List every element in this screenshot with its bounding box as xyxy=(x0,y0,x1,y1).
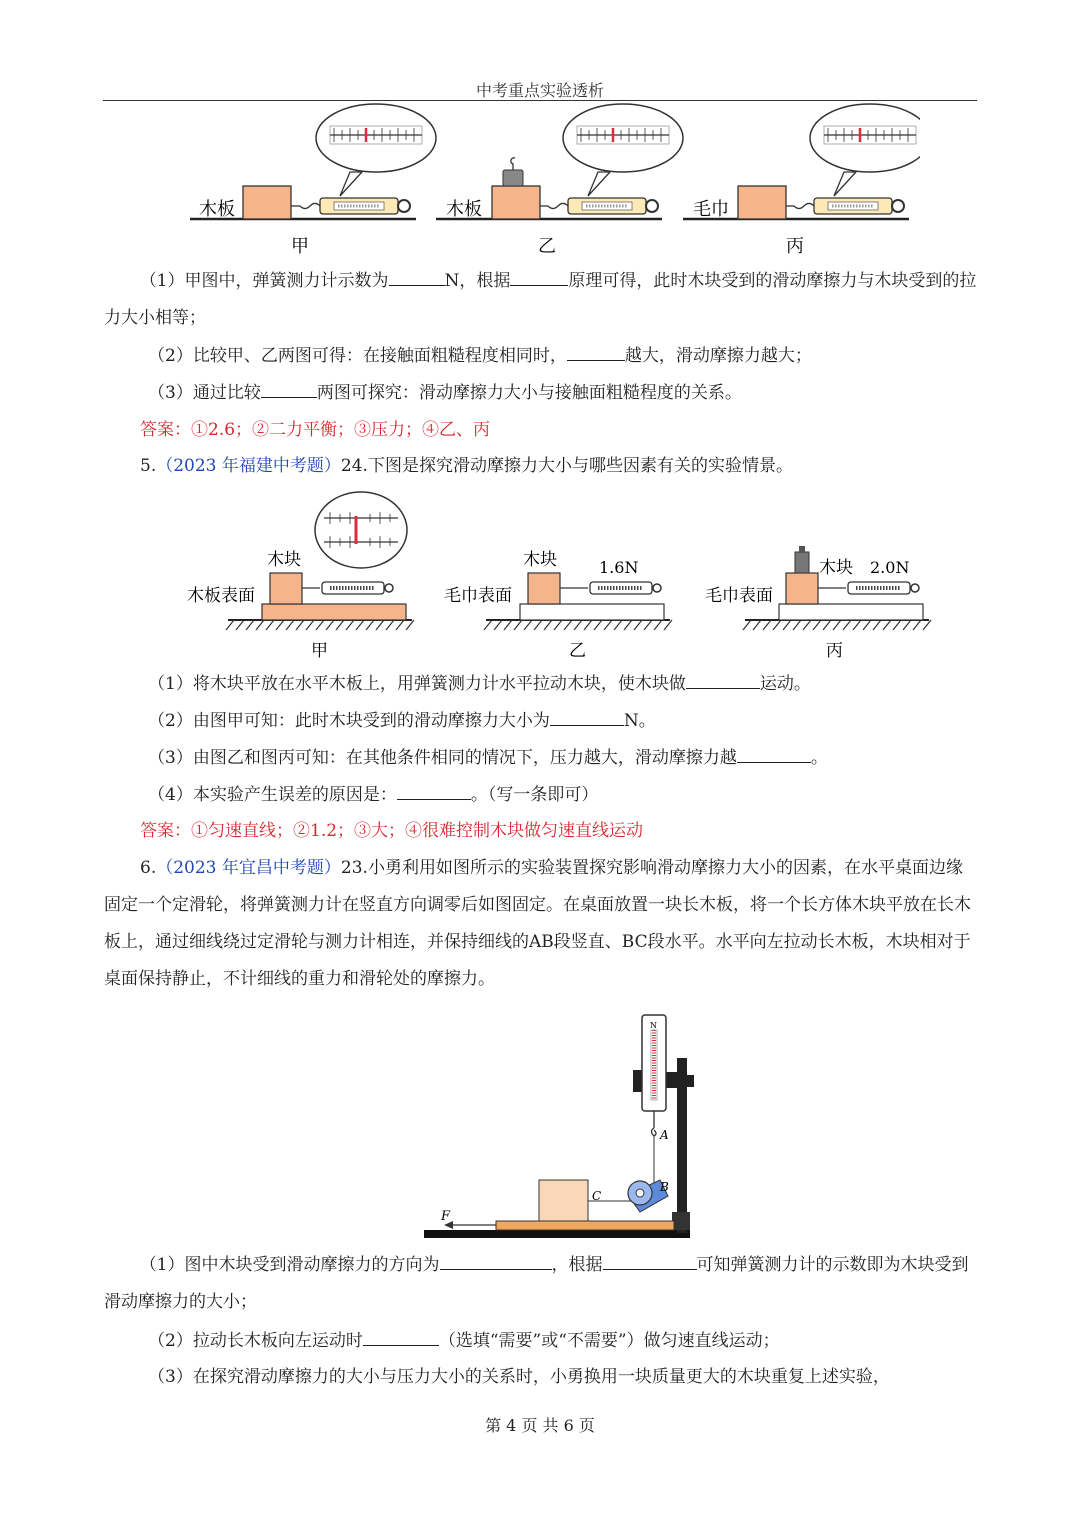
spring-scale-icon xyxy=(322,582,393,594)
answer-blank[interactable] xyxy=(603,1252,697,1270)
q5-fig-force-label: 2.0N xyxy=(870,558,910,577)
q6-part1: （1）图中木块受到滑动摩擦力的方向为 ，根据 可知弹簧测力计的示数即为木块受到滑动摩擦力的大小； xyxy=(104,1247,978,1321)
fig1-caption: 乙 xyxy=(538,236,556,257)
q5-part2: （2）由图甲可知：此时木块受到的滑动摩擦力大小为 N。 xyxy=(148,708,656,733)
q4-part2: （2）比较甲、乙两图可得：在接触面粗糙程度相同时， 越大，滑动摩擦力越大； xyxy=(148,343,812,368)
q5-fig-caption: 丙 xyxy=(826,641,843,661)
answer-blank[interactable] xyxy=(550,708,624,726)
answer-blank[interactable] xyxy=(510,268,568,286)
zoom-bubble-icon xyxy=(810,104,920,172)
q5-answer: 答案：①匀速直线；②1.2；③大；④很难控制木块做匀速直线运动 xyxy=(140,821,644,841)
point-A-label: A xyxy=(660,1128,669,1142)
fig1-surface-label: 毛巾 xyxy=(693,199,729,220)
answer-blank[interactable] xyxy=(440,1252,552,1270)
spring-scale-icon xyxy=(590,582,661,594)
figure-friction-setups-2 xyxy=(180,490,940,665)
figure-friction-setups-1 xyxy=(180,102,920,262)
answer-blank[interactable] xyxy=(389,268,445,286)
q4-answer: 答案：①2.6；②二力平衡；③压力；④乙、丙 xyxy=(140,420,491,440)
q5-fig-caption: 甲 xyxy=(311,641,328,661)
q5-fig-force-label: 1.6N xyxy=(599,558,639,577)
answer-blank[interactable] xyxy=(737,745,811,763)
force-F-label: F xyxy=(441,1209,451,1224)
answer-blank[interactable] xyxy=(686,671,760,689)
q5-source: （2023 年福建中考题） xyxy=(156,456,341,476)
q4-part3: （3）通过比较 两图可探究：滑动摩擦力大小与接触面粗糙程度的关系。 xyxy=(148,380,742,405)
q5-part1: （1）将木块平放在水平木板上，用弹簧测力计水平拉动木块，使木块做 运动。 xyxy=(148,671,811,696)
q5-fig-surface-label: 木板表面 xyxy=(187,586,255,606)
answer-blank[interactable] xyxy=(261,380,317,398)
q5-stem: 5.（2023 年福建中考题）24.下图是探究滑动摩擦力大小与哪些因素有关的实验情景。 xyxy=(140,456,793,476)
scale-N-label: N xyxy=(650,1021,657,1030)
q4-part1: （1）甲图中，弹簧测力计示数为 N，根据 原理可得，此时木块受到的滑动摩擦力与木块受到的拉力大小相等； xyxy=(104,263,978,337)
answer-blank[interactable] xyxy=(397,782,471,800)
q6-part3: （3）在探究滑动摩擦力的大小与压力大小的关系时，小勇换用一块质量更大的木块重复上述实验， xyxy=(148,1367,890,1387)
fig1-surface-label: 木板 xyxy=(199,199,235,220)
header-rule xyxy=(103,100,977,101)
fig1-surface-label: 木板 xyxy=(446,199,482,220)
q5-fig-surface-label: 毛巾表面 xyxy=(705,586,773,606)
spring-scale-icon xyxy=(848,582,919,594)
fig1-caption: 丙 xyxy=(786,236,804,257)
q5-part4: （4）本实验产生误差的原因是： 。（写一条即可） xyxy=(148,782,598,807)
q5-fig-caption: 乙 xyxy=(569,641,586,661)
q5-part3: （3）由图乙和图丙可知：在其他条件相同的情况下，压力越大，滑动摩擦力越 。 xyxy=(148,745,828,770)
page-header: 中考重点实验透析 xyxy=(475,81,604,100)
spring-scale-icon xyxy=(300,198,410,214)
answer-blank[interactable] xyxy=(567,343,625,361)
spring-scale-icon xyxy=(548,198,658,214)
page-footer: 第 4 页 共 6 页 xyxy=(485,1416,595,1435)
point-C-label: C xyxy=(592,1189,602,1203)
q6-stem: 6.（2023 年宜昌中考题）23.小勇利用如图所示的实验装置探究影响滑动摩擦力大小的因素，在水平桌面边缘固定一个定滑轮，将弹簧测力计在竖直方向调零后如图固定。在桌面放置一块长木板，将一个长方体木块平放在长木板上，通过细线绕过定滑轮与测力计相连，并保持细线的AB段竖直、BC段水平。水平向左拉动长木板，木块相对于桌面保持静止，不计细线的重力和滑轮处的摩擦力。 xyxy=(104,858,971,989)
fig1-caption: 甲 xyxy=(291,236,309,257)
q5-fig-block-label: 木块 xyxy=(267,550,301,570)
q5-fig-block-label: 木块 xyxy=(819,558,853,578)
spring-scale-icon xyxy=(794,198,904,214)
q6-source: （2023 年宜昌中考题） xyxy=(156,858,341,878)
point-B-label: B xyxy=(660,1180,669,1194)
q6-part2: （2）拉动长木板向左运动时 （选填“需要”或“不需要”）做匀速直线运动； xyxy=(148,1328,780,1353)
answer-blank[interactable] xyxy=(363,1328,439,1346)
q5-fig-block-label: 木块 xyxy=(523,550,557,570)
figure-pulley-setup xyxy=(420,1008,700,1243)
q5-fig-surface-label: 毛巾表面 xyxy=(444,586,512,606)
zoom-bubble-icon xyxy=(563,104,683,172)
zoom-bubble-icon xyxy=(316,104,436,172)
